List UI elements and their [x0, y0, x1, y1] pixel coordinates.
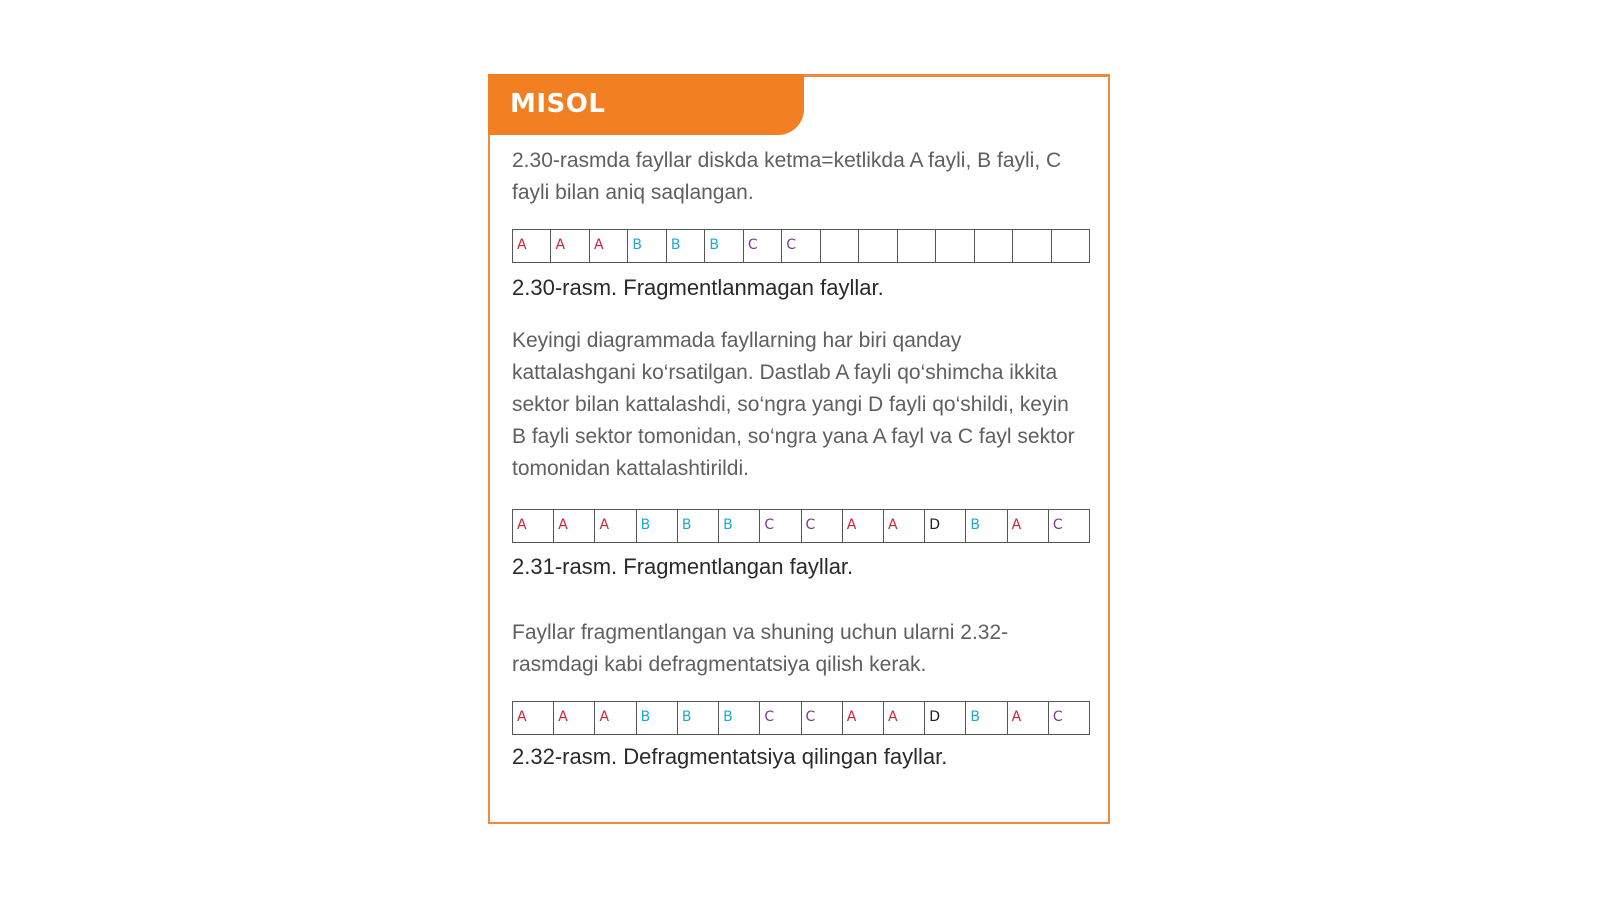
caption-2-31: 2.31-rasm. Fragmentlangan fayllar. [512, 554, 854, 579]
example-header: MISOL [488, 74, 804, 135]
disk-sector [936, 230, 974, 262]
disk-sector: A [843, 702, 884, 734]
disk-sector: B [678, 510, 719, 542]
disk-sector: B [667, 230, 705, 262]
disk-sector: C [1052, 517, 1063, 533]
disk-sector: C [760, 510, 801, 542]
disk-sector: A [513, 230, 551, 262]
disk-sector: A [843, 510, 884, 542]
disk-sector: C [802, 510, 843, 542]
disk-strip-defragmented [512, 701, 1090, 735]
disk-sector: A [590, 230, 628, 262]
disk-sector: D [925, 702, 966, 734]
disk-sector: A [1008, 510, 1049, 542]
disk-sector: B [678, 702, 719, 734]
disk-sector: C [760, 702, 801, 734]
disk-sector: B [966, 702, 1007, 734]
disk-sector: D [925, 510, 966, 542]
disk-sector: A [1008, 702, 1049, 734]
disk-sector: A [513, 702, 554, 734]
disk-sector: A [551, 230, 589, 262]
disk-sector [975, 230, 1013, 262]
disk-sector: A [554, 510, 595, 542]
disk-strip-fragmented [512, 509, 1090, 543]
disk-sector [1013, 230, 1051, 262]
disk-sector [898, 230, 936, 262]
paragraph-intro: 2.30-rasmda fayllar diskda ketma=ketlikda A fayli, B fayli, C fayli bilan aniq saqlangan. [512, 149, 1062, 204]
caption-2-30: 2.30-rasm. Fragmentlanmagan fayllar. [512, 275, 884, 300]
disk-sector [821, 230, 859, 262]
disk-sector: A [554, 702, 595, 734]
disk-sector: B [705, 230, 743, 262]
disk-sector [1052, 230, 1089, 262]
example-card [488, 74, 1110, 824]
disk-sector [859, 230, 897, 262]
disk-sector: B [966, 510, 1007, 542]
disk-sector: C [782, 230, 820, 262]
disk-strip-unfragmented [512, 229, 1090, 263]
disk-sector: A [884, 510, 925, 542]
disk-sector: A [595, 702, 636, 734]
disk-sector: A [513, 510, 554, 542]
disk-sector: B [637, 510, 678, 542]
disk-sector: A [595, 510, 636, 542]
disk-sector: B [628, 230, 666, 262]
disk-sector: B [719, 702, 760, 734]
disk-sector: C [744, 230, 782, 262]
disk-sector: C [1052, 709, 1063, 725]
disk-sector: B [719, 510, 760, 542]
paragraph-defrag: Fayllar fragmentlangan va shuning uchun ularni 2.32-rasmdagi kabi defragmentatsiya qilish kerak. [512, 621, 1009, 676]
disk-sector: B [637, 702, 678, 734]
paragraph-growth: Keyingi diagrammada fayllarning har biri qanday kattalashgani ko‘rsatilgan. Dastlab A fayli qo‘shimcha ikkita sektor bilan kattalashdi, so‘ngra yangi D fayli qo‘shildi, keyin B fayli sektor tomonidan, so‘ngra yana A fayl va C fayl sektor tomonidan kattalashtirildi. [512, 329, 1075, 480]
disk-sector: A [884, 702, 925, 734]
disk-sector: C [802, 702, 843, 734]
caption-2-32: 2.32-rasm. Defragmentatsiya qilingan fayllar. [512, 744, 948, 769]
